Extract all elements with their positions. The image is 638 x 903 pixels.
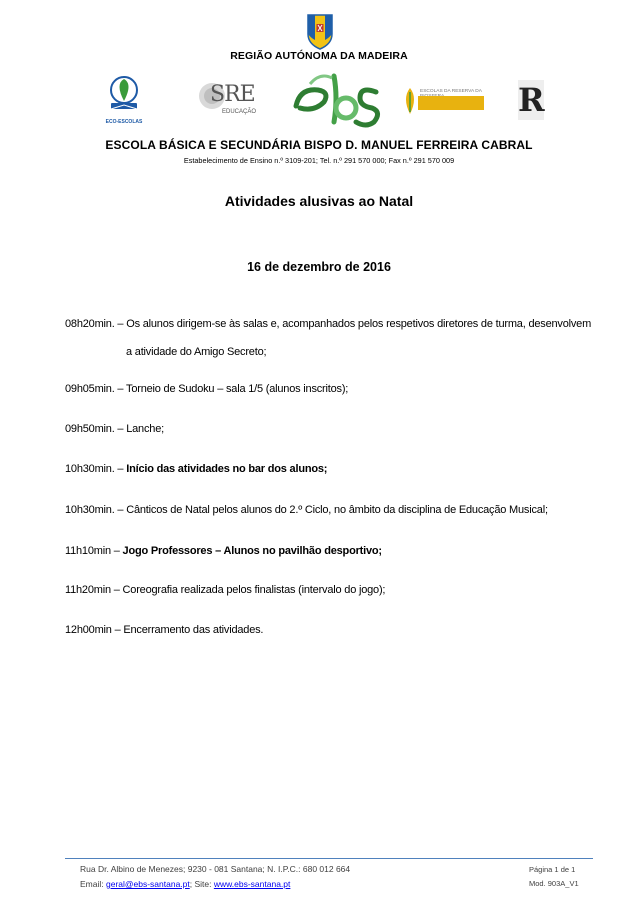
- eco-escolas-icon: [103, 74, 145, 114]
- sre-subtext: EDUCAÇÃO: [222, 109, 257, 115]
- schedule-item: [65, 383, 348, 395]
- madeira-crest-icon: [305, 12, 335, 50]
- footer-contacts: [80, 879, 290, 889]
- item-text: Jogo Professores – Alunos no pavilhão desportivo;: [122, 545, 382, 557]
- eco-escolas-logo: [103, 74, 145, 126]
- schedule-item-continuation: [126, 346, 266, 358]
- r-logo: [518, 80, 544, 120]
- region-heading: REGIÃO AUTÓNOMA DA MADEIRA: [230, 50, 408, 62]
- sre-logo: [198, 80, 268, 120]
- schedule-item: [65, 504, 548, 516]
- biosfera-band: [418, 96, 484, 110]
- item-time: 09h05min.: [65, 383, 115, 395]
- establishment-info: Estabelecimento de Ensino n.º 3109-201; Tel. n.º 291 570 000; Fax n.º 291 570 009: [183, 156, 455, 165]
- schedule-item: [65, 545, 382, 557]
- schedule-item: [65, 584, 385, 596]
- item-time: 12h00min: [65, 624, 112, 636]
- item-separator: –: [114, 504, 127, 516]
- r-logo-text: R: [518, 81, 545, 119]
- schedule-item: [65, 423, 164, 435]
- form-model: Mod. 903A_V1: [529, 879, 579, 888]
- schedule-item: [65, 624, 263, 636]
- item-text: Os alunos dirigem-se às salas e, acompanhados pelos respetivos diretores de turma, desenvolvem: [126, 318, 592, 330]
- document-title: Atividades alusivas ao Natal: [224, 193, 414, 209]
- item-text: Lanche;: [126, 423, 164, 435]
- site-label: ; Site:: [189, 879, 214, 889]
- item-text: a atividade do Amigo Secreto;: [126, 346, 267, 358]
- biosfera-logo: [400, 86, 484, 118]
- item-time: 09h50min.: [65, 423, 115, 435]
- item-text: Coreografia realizada pelos finalistas (intervalo do jogo);: [122, 584, 386, 596]
- biosfera-text: ESCOLAS DA RESERVA DA: [420, 89, 482, 94]
- email-link[interactable]: geral@ebs-santana.pt: [105, 879, 190, 889]
- school-name: ESCOLA BÁSICA E SECUNDÁRIA BISPO D. MANUEL FERREIRA CABRAL: [105, 138, 533, 152]
- sre-text: SRE: [210, 82, 255, 107]
- item-time: 10h30min.: [65, 463, 115, 475]
- logos-row: [0, 74, 638, 130]
- item-text: Torneio de Sudoku – sala 1/5 (alunos inscritos);: [126, 383, 349, 395]
- ebs-icon: [290, 68, 384, 132]
- item-text: Encerramento das atividades.: [123, 624, 264, 636]
- item-time: 11h20min: [65, 584, 111, 596]
- footer-rule: [65, 858, 593, 859]
- schedule-item: [65, 318, 591, 330]
- item-separator: –: [110, 584, 123, 596]
- item-time: 11h10min: [65, 545, 111, 557]
- item-separator: –: [110, 545, 123, 557]
- item-separator: –: [111, 624, 124, 636]
- document-date: 16 de dezembro de 2016: [247, 260, 391, 274]
- ebs-logo: [290, 68, 384, 132]
- item-text: Cânticos de Natal pelos alunos do 2.º Ciclo, no âmbito da disciplina de Educação Musical;: [126, 504, 548, 516]
- item-separator: –: [114, 423, 127, 435]
- page-number: Página 1 de 1: [529, 865, 576, 874]
- item-text: Início das atividades no bar dos alunos;: [126, 463, 328, 475]
- item-separator: –: [114, 383, 127, 395]
- site-link[interactable]: www.ebs-santana.pt: [213, 879, 291, 889]
- schedule-item: [65, 463, 327, 475]
- item-separator: –: [114, 463, 127, 475]
- item-separator: –: [114, 318, 127, 330]
- item-time: 10h30min.: [65, 504, 115, 516]
- item-time: 08h20min.: [65, 318, 115, 330]
- email-label: Email:: [80, 879, 106, 889]
- footer-address: Rua Dr. Albino de Menezes; 9230 - 081 Santana; N. I.P.C.: 680 012 664: [80, 864, 351, 874]
- eco-escolas-text: ECO-ESCOLAS: [105, 119, 143, 125]
- biosfera-icon: [400, 86, 420, 116]
